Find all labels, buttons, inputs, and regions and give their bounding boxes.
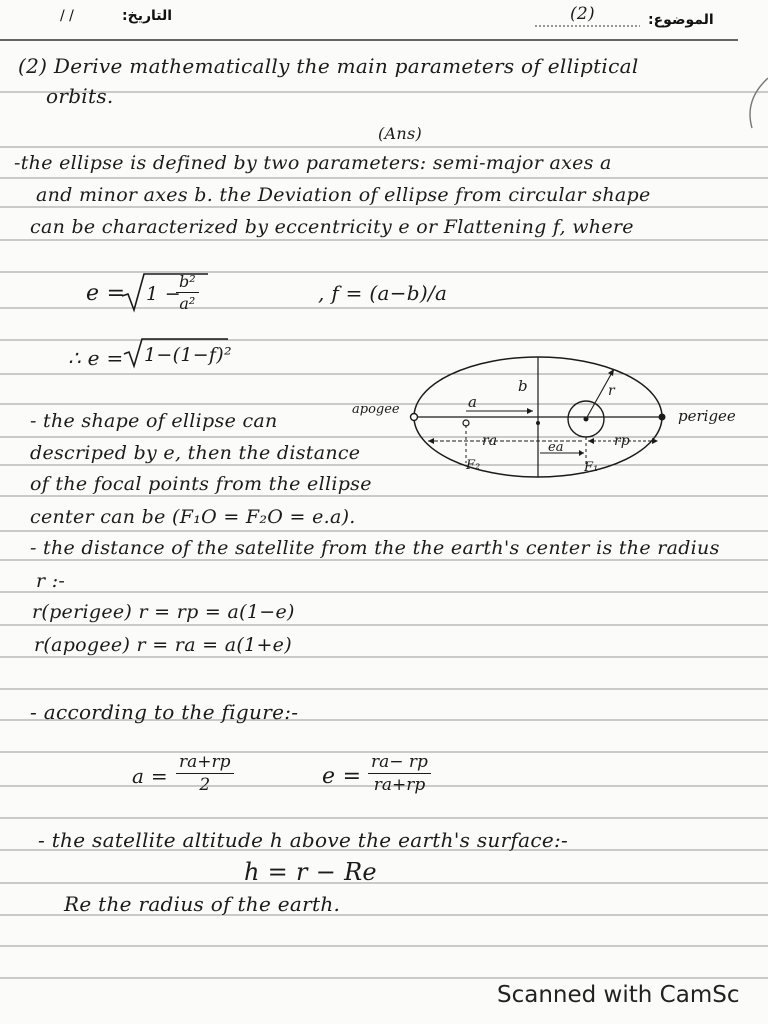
- paragraph3-line-2: r :-: [36, 570, 66, 592]
- label-perigee: perigee: [678, 407, 736, 425]
- ellipse-orbit-diagram: [348, 355, 748, 505]
- e-eq-fraction: [368, 752, 431, 795]
- paragraph2-line-4: center can be (F₁O = F₂O = e.a).: [30, 506, 356, 528]
- a-eq-fraction: [176, 752, 234, 795]
- date-slashes: / /: [60, 8, 74, 24]
- e-eq-num: ra− rp: [368, 752, 431, 774]
- eq-e-lhs: e =: [86, 281, 126, 306]
- eq-e-num: b²: [176, 272, 199, 293]
- label-rp: rp: [614, 433, 630, 449]
- subject-label: :الموضوع: [648, 12, 714, 28]
- apogee-point: [411, 414, 418, 421]
- paragraph2-line-2: descriped by e, then the distance: [30, 442, 361, 464]
- paragraph1-line-1: -the ellipse is defined by two parameters: semi-major axes a: [14, 152, 612, 174]
- question-line-2: orbits.: [46, 84, 114, 108]
- date-label: :التاريخ: [122, 8, 173, 24]
- label-b: b: [518, 377, 528, 395]
- paragraph1-line-2: and minor axes b. the Deviation of ellipse from circular shape: [36, 184, 651, 206]
- e-eq-den: ra+rp: [373, 775, 426, 795]
- perigee-point: [659, 414, 666, 421]
- label-a: a: [468, 393, 477, 411]
- paragraph2-line-3: of the focal points from the ellipse: [30, 473, 372, 495]
- label-r: r: [608, 383, 615, 399]
- eq-e-from-f-lhs: ∴ e =: [68, 346, 124, 370]
- paragraph4-line: - the satellite altitude h above the earth's surface:-: [38, 828, 569, 852]
- h-eq: h = r − Re: [244, 858, 377, 886]
- eq-e-from-f-rad: 1−(1−f)²: [144, 344, 232, 366]
- paragraph1-line-3: can be characterized by eccentricity e or Flattening f, where: [30, 216, 634, 238]
- label-f1: F₁: [584, 460, 599, 475]
- label-apogee: apogee: [352, 402, 400, 417]
- radius-apogee-eq: r(apogee) r = ra = a(1+e): [34, 634, 292, 656]
- center-point: [536, 421, 540, 425]
- e-eq-lhs: e =: [322, 764, 362, 789]
- radius-perigee-eq: r(perigee) r = rp = a(1−e): [32, 601, 295, 623]
- paragraph3-line-1: - the distance of the satellite from the the earth's center is the radius: [30, 537, 720, 559]
- a-eq-lhs: a =: [132, 764, 168, 788]
- eq-e-sqrt-prefix: 1 −: [146, 283, 181, 305]
- label-ra: ra: [482, 433, 498, 449]
- paragraph2-line-1: - the shape of ellipse can: [30, 410, 278, 432]
- eq-e-fraction: [176, 272, 199, 313]
- answer-heading: (Ans): [378, 124, 423, 143]
- scanner-watermark: Scanned with CamSc: [497, 982, 740, 1008]
- a-eq-num: ra+rp: [176, 752, 234, 774]
- according-line: - according to the figure:-: [30, 700, 299, 724]
- eq-f: , f = (a−b)/a: [318, 281, 448, 305]
- re-definition: Re the radius of the earth.: [64, 892, 341, 916]
- a-eq-den: 2: [199, 775, 211, 795]
- subject-value: (2): [570, 4, 595, 24]
- question-line-1: (2) Derive mathematically the main parameters of elliptical: [18, 54, 639, 78]
- label-ea: ea: [548, 440, 564, 455]
- label-f2: F₂: [466, 458, 481, 473]
- eq-e-den: a²: [179, 294, 196, 313]
